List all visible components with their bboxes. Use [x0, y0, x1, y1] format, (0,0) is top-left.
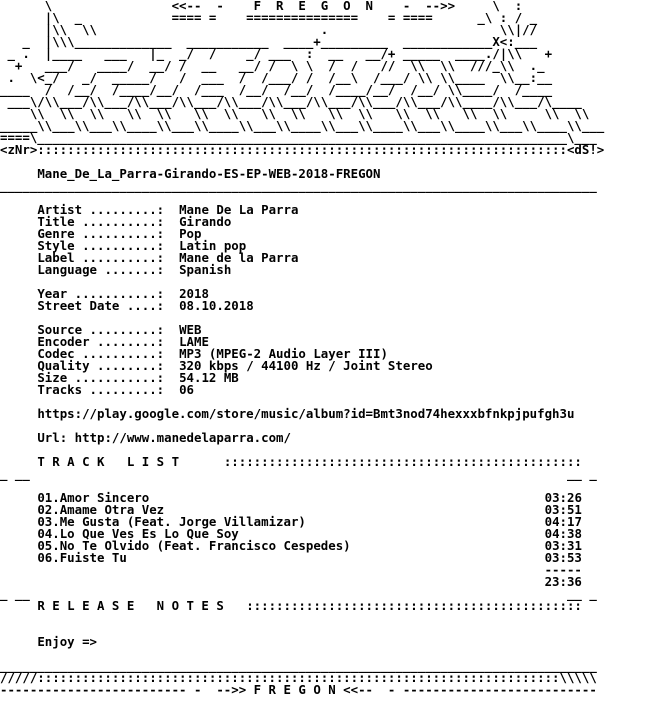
release-name: Mane_De_La_Parra-Girando-ES-EP-WEB-2018-FREGON	[37, 166, 381, 181]
track-title: No Te Olvido (Feat. Francisco Cespedes)	[59, 538, 351, 553]
track-number: 04	[37, 526, 53, 541]
info-row	[0, 300, 648, 312]
info-label: Language .......:	[37, 262, 180, 277]
info-value: 2018	[179, 286, 209, 301]
track-title: Amor Sincero	[59, 490, 150, 505]
total-duration: 23:36	[544, 574, 582, 589]
footer-line: ------------------------- - -->> F R E G O N <<-- - --------------------------	[0, 682, 597, 697]
logo-art-text: ___\/\\___/\\___/\\___/\\___/\\___/\\___/\\___/\\___/\\___/\\____/\\___/\____	[0, 94, 582, 109]
url-line	[0, 432, 648, 444]
separator-rule: ________________________________________________________________________________	[0, 178, 597, 193]
info-value: 08.10.2018	[179, 298, 254, 313]
logo-art-text: \\ \\ \\ \\ \\ \\ \\ \\ \\ \\ \\ \\ \\ \\ \\ \\ \\	[0, 106, 590, 121]
track-duration: 03:53	[544, 550, 582, 565]
info-label: Label ..........:	[37, 250, 180, 265]
logo-art-text: |\\ \\ . \\|//	[0, 22, 538, 37]
info-label: Source .........:	[37, 322, 180, 337]
info-value: LAME	[179, 334, 209, 349]
info-label: Street Date ....:	[37, 298, 180, 313]
logo-art-text: _ |\\\_____________ ___________ ____+_________ ____________X<:___	[0, 34, 538, 49]
track-title: Fuiste Tu	[59, 550, 127, 565]
logo-art-text: _____\\___\\___\\____\\___\\____\\___\\____\\___\\____\\___\\____\\___\\____\\___	[0, 118, 605, 133]
info-value: Girando	[179, 214, 232, 229]
footer-art: /////::::::::::::::::::::::::::::::::::::::::::::::::::::::::::::::::::::::\\\\\	[0, 670, 597, 685]
blank-line	[0, 612, 648, 624]
track-row: 03.Me Gusta (Feat. Jorge Villamizar) 04:17	[37, 514, 582, 529]
track-number: 02	[37, 502, 53, 517]
blank-line	[0, 624, 648, 636]
info-label: Codec ..........:	[37, 346, 180, 361]
info-label: Genre ..........:	[37, 226, 180, 241]
info-label: Quality ........:	[37, 358, 180, 373]
track-row: 05.No Te Olvido (Feat. Francisco Cespedes) 03:31	[37, 538, 582, 553]
track-number: 01	[37, 490, 53, 505]
track-number: 06	[37, 550, 53, 565]
logo-art-line	[0, 144, 648, 156]
logo-art-text: _ . |____ ___ |_ _/ / _/ ___ : __ __/+ _____ ____./|\\ +	[0, 46, 553, 61]
info-value: Mane de la Parra	[179, 250, 299, 265]
info-label: Encoder ........:	[37, 334, 180, 349]
url-label: Url:	[37, 430, 68, 445]
info-label: Tracks .........:	[37, 382, 180, 397]
logo-art-text: ====\_______________________________________________________________________\___	[0, 130, 597, 145]
info-label: Style ..........:	[37, 238, 180, 253]
tracklist-heading-line: T R A C K L I S T ::::::::::::::::::::::::::::::::::::::::::::::::	[37, 454, 582, 469]
info-value: 54.12 MB	[179, 370, 239, 385]
track-duration: 03:31	[544, 538, 582, 553]
info-value: Pop	[179, 226, 202, 241]
tracklist-heading: T R A C K L I S T	[37, 454, 180, 469]
track-row: 01.Amor Sincero 03:26	[37, 490, 582, 505]
track-number: 03	[37, 514, 53, 529]
info-value: Latin pop	[179, 238, 247, 253]
info-value: WEB	[179, 322, 202, 337]
info-value: MP3 (MPEG-2 Audio Layer III)	[179, 346, 388, 361]
track-row: 06.Fuiste Tu 03:53	[37, 550, 582, 565]
logo-art-text: + ___/ ____/ __/ / __ __/ / \ \ / / // \\ \\ ///_\\ ._	[0, 58, 545, 73]
info-value: Mane De La Parra	[179, 202, 299, 217]
notes-heading-line: R E L E A S E N O T E S :::::::::::::::::::::::::::::::::::::::::::::	[37, 598, 582, 613]
track-title: Me Gusta (Feat. Jorge Villamizar)	[59, 514, 306, 529]
track-duration: 04:38	[544, 526, 582, 541]
info-label: Size ...........:	[37, 370, 180, 385]
release-notes-text: Enjoy =>	[37, 634, 97, 649]
logo-art-text: . \<_/ _/ _____/ / ___ / /___/ / /__\ /___/ \\ \\____ \\__:__	[0, 70, 553, 85]
info-label: Year ...........:	[37, 286, 180, 301]
store-link[interactable]: https://play.google.com/store/music/album?id=Bmt3nod74hexxxbfnkpjpufgh3u	[37, 406, 575, 421]
track-duration: 03:51	[544, 502, 582, 517]
footer-rule: ________________________________________________________________________________	[0, 658, 597, 673]
track-title: Lo Que Ves Es Lo Que Soy	[59, 526, 239, 541]
footer-label: -->> F R E G O N <<--	[216, 682, 373, 697]
total-rule: -----	[0, 562, 582, 577]
dashed-rule: _ __ __ _	[0, 586, 597, 601]
info-label: Title ..........:	[37, 214, 180, 229]
info-value: 320 kbps / 44100 Hz / Joint Stereo	[179, 358, 433, 373]
store-link-line[interactable]	[0, 408, 648, 420]
track-duration: 04:17	[544, 514, 582, 529]
track-duration: 03:26	[544, 490, 582, 505]
info-value: Spanish	[179, 262, 232, 277]
url-link[interactable]: http://www.manedelaparra.com/	[74, 430, 291, 445]
track-number: 05	[37, 538, 53, 553]
logo-art-text: ____ / /__/ /____/__/ /___ /__/ /__/ /____/__/ /__/ \\____/ /____	[0, 82, 553, 97]
notes-heading: R E L E A S E N O T E S	[37, 598, 224, 613]
track-row: 02.Amame Otra Vez 03:51	[37, 502, 582, 517]
track-row: 04.Lo Que Ves Es Lo Que Soy 04:38	[37, 526, 582, 541]
info-label: Artist .........:	[37, 202, 180, 217]
info-value: 06	[179, 382, 194, 397]
notes-text-line	[0, 636, 648, 648]
info-row	[0, 384, 648, 396]
logo-art-text: |\ _ ==== = =============== = ==== _\ : / _	[0, 10, 538, 25]
logo-art-text: \ <<-- - F R E G O N - -->> \ :	[0, 0, 523, 13]
logo-art-text: <zNr>:::::::::::::::::::::::::::::::::::::::::::::::::::::::::::::::::::::::<dS!>	[0, 142, 605, 157]
dashed-rule: _ __ __ _	[0, 466, 597, 481]
info-row	[0, 264, 648, 276]
track-title: Amame Otra Vez	[59, 502, 165, 517]
